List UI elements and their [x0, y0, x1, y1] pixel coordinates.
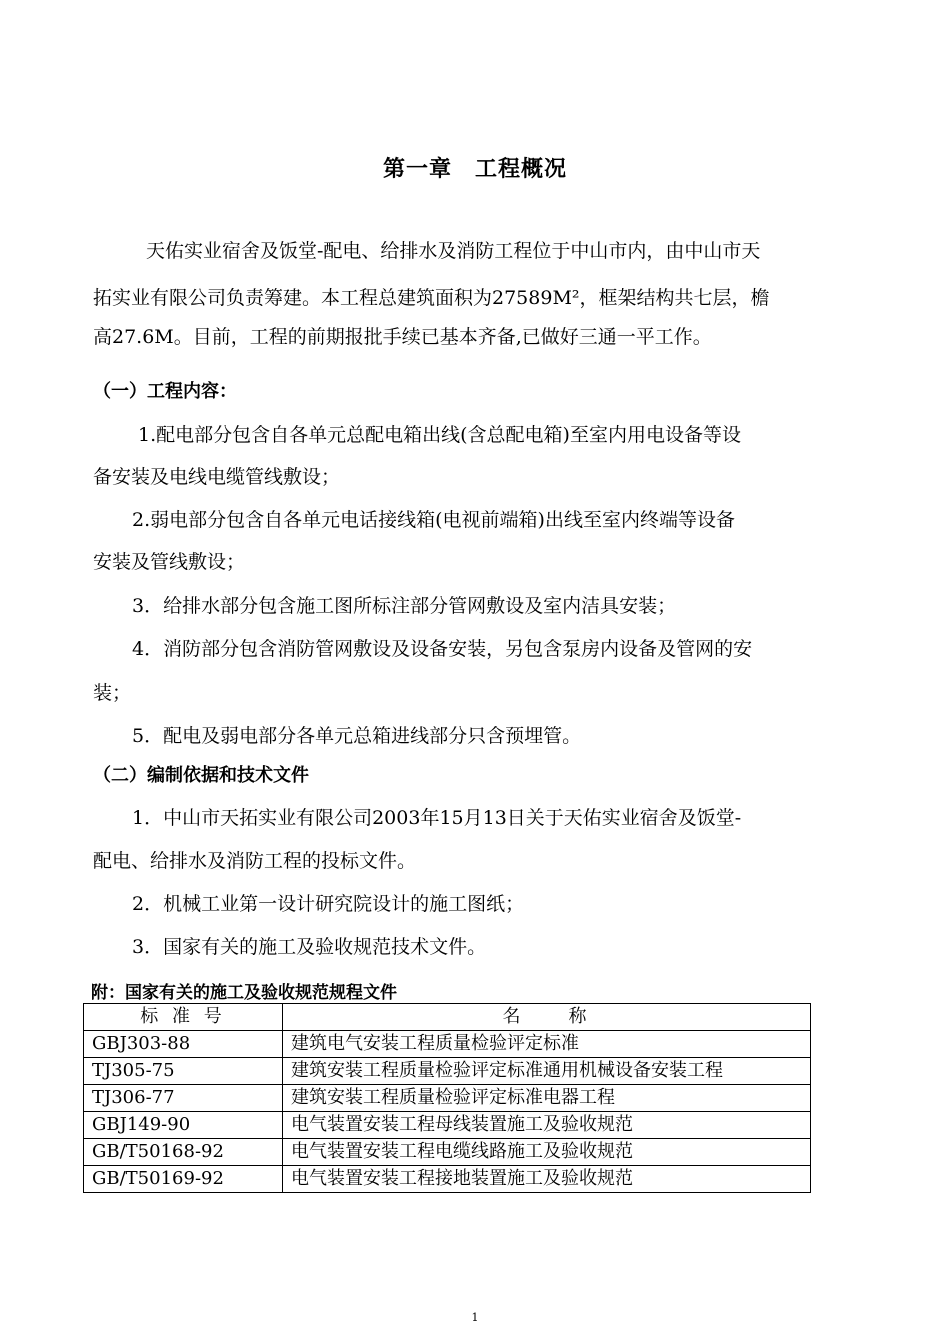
chapter-title: 第一章 工程概况 [382, 157, 567, 182]
basis-line-2: 配电、给排水及消防工程的投标文件。 [93, 850, 417, 872]
content-line-4: 安装及管线敷设； [93, 551, 246, 573]
content-line-2: 备安装及电线电缆管线敷设； [93, 466, 341, 488]
standard-code: GBJ149-90 [84, 1112, 283, 1139]
standard-name: 建筑安装工程质量检验评定标准通用机械设备安装工程 [283, 1058, 811, 1085]
standard-name: 电气装置安装工程接地装置施工及验收规范 [283, 1166, 811, 1193]
intro-line-2 [93, 286, 770, 310]
intro-line-3: 高27.6M。目前，工程的前期报批手续已基本齐备,已做好三通一平工作。 [93, 326, 712, 348]
standard-name: 电气装置安装工程母线装置施工及验收规范 [283, 1112, 811, 1139]
content-line-8: 5．配电及弱电部分各单元总箱进线部分只含预埋管。 [132, 725, 582, 747]
page-number: 1 [471, 1311, 479, 1324]
standard-code: GBJ303-88 [84, 1031, 283, 1058]
basis-line-3: 2．机械工业第一设计研究院设计的施工图纸； [132, 893, 525, 915]
standard-name: 电气装置安装工程电缆线路施工及验收规范 [283, 1139, 811, 1166]
table-row [84, 1166, 811, 1193]
standard-code: GB/T50168-92 [84, 1139, 283, 1166]
intro-line-1: 天佑实业宿舍及饭堂-配电、给排水及消防工程位于中山市内，由中山市天 [146, 240, 761, 262]
section-heading-basis: （二）编制依据和技术文件 [93, 765, 309, 786]
basis-line-1: 1．中山市天拓实业有限公司2003年15月13日关于天佑实业宿舍及饭堂- [132, 807, 742, 829]
content-line-6: 4．消防部分包含消防管网敷设及设备安装，另包含泵房内设备及管网的安 [132, 638, 753, 660]
header-name: 名 称 [283, 1004, 811, 1031]
standard-code: TJ305-75 [84, 1058, 283, 1085]
header-standard-number: 标 准 号 [84, 1004, 283, 1031]
standard-name: 建筑安装工程质量检验评定标准电器工程 [283, 1085, 811, 1112]
standard-code: GB/T50169-92 [84, 1166, 283, 1193]
table-row [84, 1058, 811, 1085]
standards-table [83, 1003, 811, 1193]
table-row [84, 1085, 811, 1112]
content-line-5: 3．给排水部分包含施工图所标注部分管网敷设及室内洁具安装； [132, 595, 677, 617]
content-line-1: 1.配电部分包含自各单元总配电箱出线(含总配电箱)至室内用电设备等设 [138, 424, 741, 446]
content-line-7: 装； [93, 682, 132, 704]
table-row [84, 1031, 811, 1058]
standard-code: TJ306-77 [84, 1085, 283, 1112]
table-row [84, 1139, 811, 1166]
content-line-3: 2.弱电部分包含自各单元电话接线箱(电视前端箱)出线至室内终端等设备 [132, 509, 735, 531]
table-row [84, 1112, 811, 1139]
basis-line-4: 3．国家有关的施工及验收规范技术文件。 [132, 936, 487, 958]
section-heading-content: （一）工程内容： [93, 381, 237, 402]
table-header-row [84, 1004, 811, 1031]
table-caption: 附：国家有关的施工及验收规范规程文件 [91, 983, 397, 1003]
standard-name: 建筑电气安装工程质量检验评定标准 [283, 1031, 811, 1058]
intro-line-2-text: 拓实业有限公司负责筹建。本工程总建筑面积为27589M²，框架结构共七层，檐 [93, 287, 770, 309]
